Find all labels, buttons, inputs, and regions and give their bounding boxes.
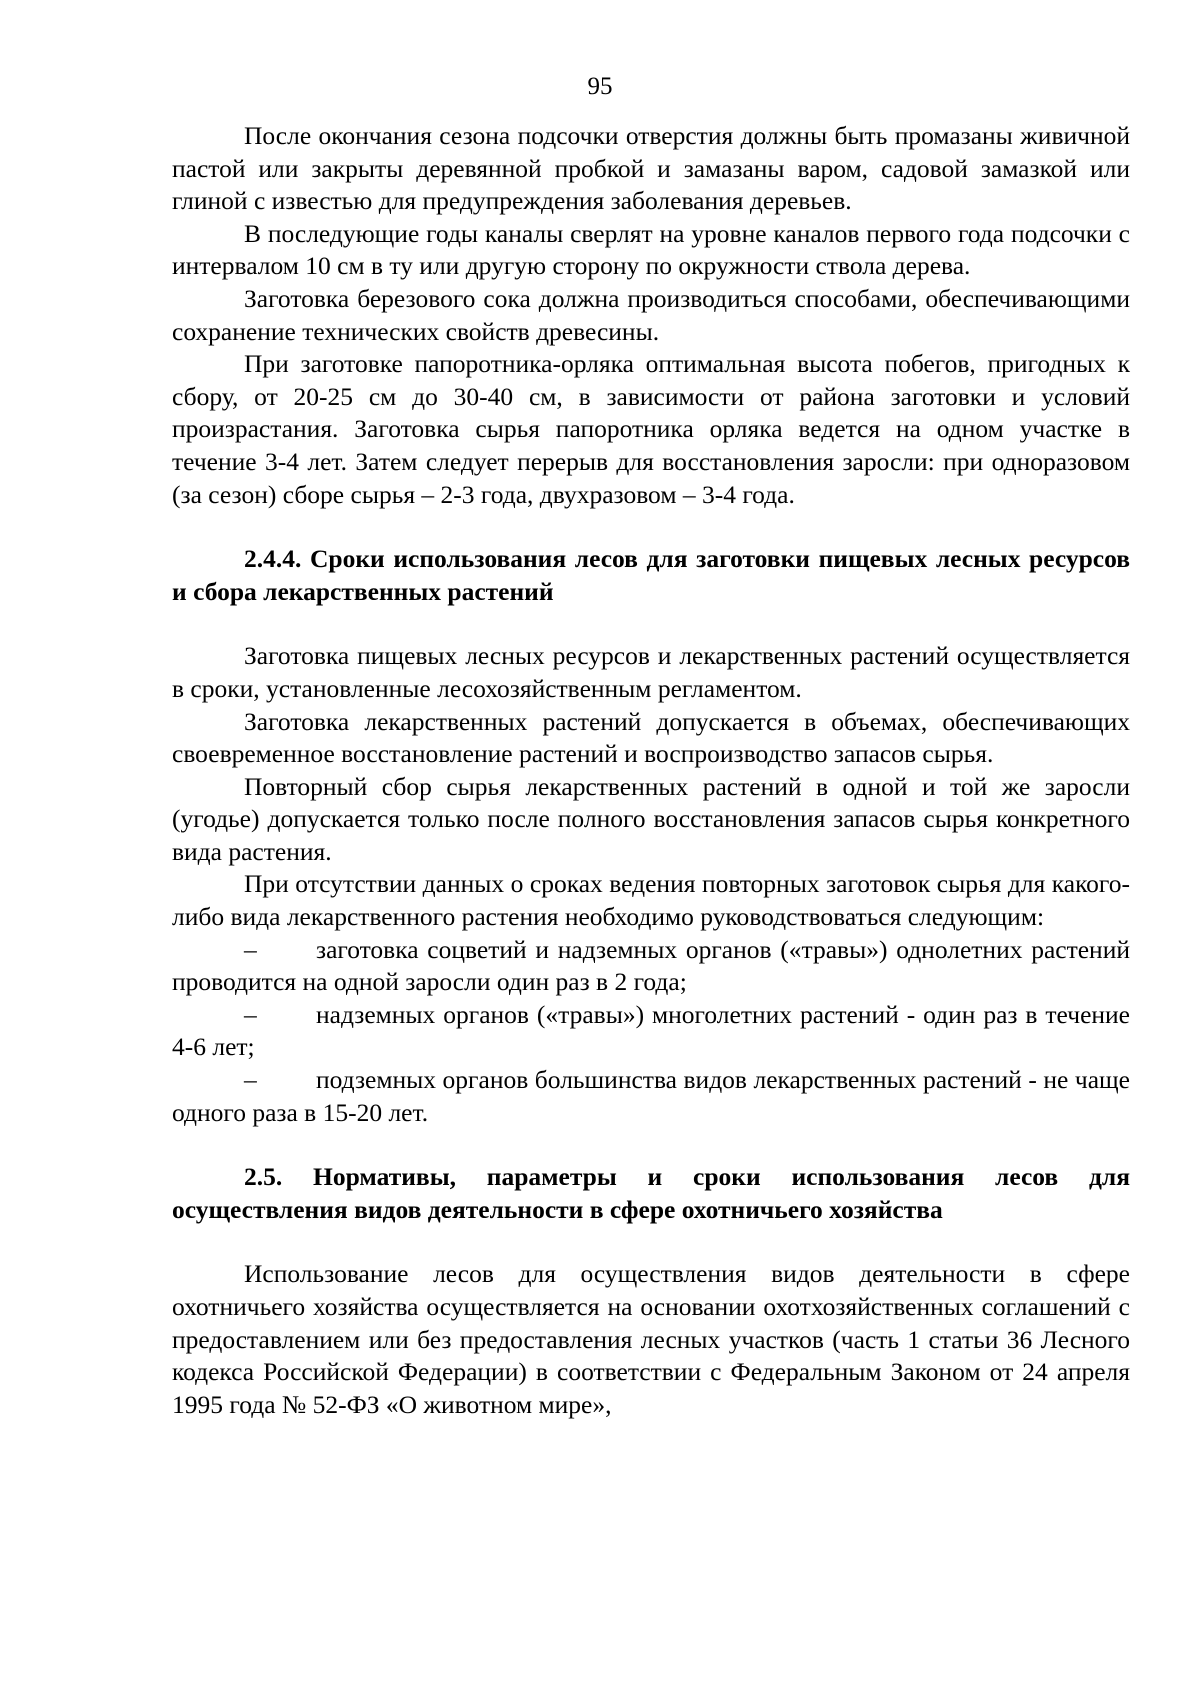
list-dash: – xyxy=(244,1065,257,1095)
paragraph-drilling-channels: В последующие годы каналы сверлят на уровне каналов первого года подсочки с интервалом 10 см в ту или другую сторону по окружности ствола дерева. xyxy=(172,218,1130,281)
paragraph-birch-sap: Заготовка березового сока должна производиться способами, обеспечивающими сохранение технических свойств древесины. xyxy=(172,283,1130,346)
page-number: 95 xyxy=(587,73,613,100)
list-item xyxy=(172,999,1130,1064)
list-item xyxy=(172,1064,1130,1129)
paragraph-bracken-fern: При заготовке папоротника-орляка оптимальная высота побегов, пригодных к сбору, от 20-25 см до 30-40 см, в зависимости от района заготовки и условий произрастания. Заготовка сырья папоротника орляка ведется на одном участке в течение 3-4 лет. Затем следует перерыв для восстановления заросли: при одноразовом (за сезон) сборе сырья – 2-3 года, двухразовом – 3-4 года. xyxy=(172,349,1130,509)
list-item-text: подземных органов большинства видов лекарственных растений - не чаще одного раза в 15-20 лет. xyxy=(172,1065,1130,1127)
list-item-text: надземных органов («травы») многолетних растений - один раз в течение 4-6 лет; xyxy=(172,999,1130,1062)
paragraph-harvest-terms: Заготовка пищевых лесных ресурсов и лекарственных растений осуществляется в сроки, установленные лесохозяйственным регламентом. xyxy=(172,641,1130,703)
list-item-text: заготовка соцветий и надземных органов («травы») однолетних растений проводится на одной заросли один раз в 2 года; xyxy=(172,934,1130,997)
paragraph-no-data-guidance: При отсутствии данных о сроках ведения повторных заготовок сырья для какого-либо вида лекарственного растения необходимо руководствоваться следующим: xyxy=(172,869,1130,932)
list-dash: – xyxy=(244,934,257,964)
paragraph-sealing-holes: После окончания сезона подсочки отверстия должны быть промазаны живичной пастой или закрыты деревянной пробкой и замазаны варом, садовой замазкой или глиной с известью для предупреждения заболевания деревьев. xyxy=(172,121,1130,216)
list-item xyxy=(172,934,1130,999)
page-content xyxy=(172,120,1130,1421)
list-dash: – xyxy=(244,999,257,1029)
paragraph-repeated-collection: Повторный сбор сырья лекарственных растений в одной и той же заросли (угодье) допускается только после полного восстановления запасов сырья конкретного вида растения. xyxy=(172,771,1130,866)
paragraph-hunting-use: Использование лесов для осуществления видов деятельности в сфере охотничьего хозяйства осуществляется на основании охотхозяйственных соглашений с предоставлением или без предоставления лесных участков (часть 1 статьи 36 Лесного кодекса Российской Федерации) в соответствии с Федеральным Законом от 24 апреля 1995 года № 52-ФЗ «О животном мире», xyxy=(172,1259,1130,1419)
section-heading-2-4-4: 2.4.4. Сроки использования лесов для заготовки пищевых лесных ресурсов и сбора лекарственных растений xyxy=(172,544,1130,606)
paragraph-harvest-volumes: Заготовка лекарственных растений допускается в объемах, обеспечивающих своевременное восстановление растений и воспроизводство запасов сырья. xyxy=(172,706,1130,769)
section-heading-2-5: 2.5. Нормативы, параметры и сроки использования лесов для осуществления видов деятельности в сфере охотничьего хозяйства xyxy=(172,1162,1130,1224)
